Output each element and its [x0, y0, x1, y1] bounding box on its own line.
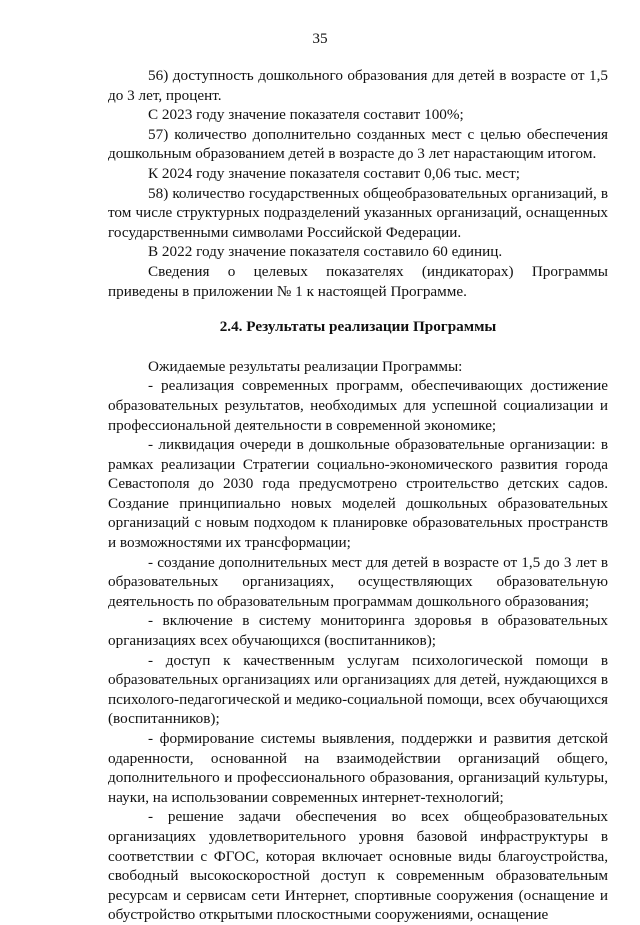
page-number: 35 — [312, 30, 328, 47]
paragraph-results-intro: Ожидаемые результаты реализации Программы: — [148, 357, 463, 375]
paragraph-indicator-56-value: С 2023 году значение показателя составит 100%; — [148, 106, 464, 124]
list-item-infrastructure: - решение задачи обеспечения во всех общеобразовательных организациях удовлетворительного уровня базовой инфраструктуры в соответствии с ФГОС, которая включает основные виды благоустройства, свободный высокоскоростной доступ к современным образовательным ресурсам и сервисам сети Интернет, спортивные сооружения (оснащение и обустройство открытыми плоскостными сооружениями, оснащение — [108, 808, 608, 924]
list-item-giftedness-system: - формирование системы выявления, поддержки и развития детской одаренности, основанной на взаимодействии организаций общего, дополнительного и профессионального образования, организаций культуры, науки, на использовании современных интернет-технологий; — [108, 730, 608, 806]
paragraph-appendix-reference: Сведения о целевых показателях (индикаторах) Программы приведены в приложении № 1 к настоящей Программе. — [108, 262, 608, 300]
list-item-modern-programs: - реализация современных программ, обеспечивающих достижение образовательных результатов, необходимых для успешной социализации и профессиональной деятельности в современной экономике; — [108, 377, 608, 434]
list-item-psychological-help: - доступ к качественным услугам психологической помощи в образовательных организациях или организациях для детей, нуждающихся в психолого-педагогической и медико-социальной помощи, всех обучающихся (воспитанников); — [108, 651, 608, 728]
paragraph-indicator-57: 57) количество дополнительно созданных мест с целью обеспечения дошкольным образованием детей в возрасте до 3 лет нарастающим итогом. — [108, 125, 608, 163]
list-item-additional-places: - создание дополнительных мест для детей в возрасте от 1,5 до 3 лет в образовательных организациях, осуществляющих образовательную деятельность по образовательным программам дошкольного образования; — [108, 553, 608, 610]
paragraph-indicator-58: 58) количество государственных общеобразовательных организаций, в том числе структурных подразделений указанных организаций, оснащенных государственными символами Российской Федерации. — [108, 184, 608, 241]
list-item-health-monitoring: - включение в систему мониторинга здоровья в образовательных организациях всех обучающихся (воспитанников); — [108, 612, 608, 650]
paragraph-indicator-56: 56) доступность дошкольного образования для детей в возрасте от 1,5 до 3 лет, процент. — [108, 67, 608, 104]
document-body — [108, 66, 608, 925]
list-item-queue-elimination: - ликвидация очереди в дошкольные образовательные организации: в рамках реализации Стратегии социально-экономического развития города Севастополя до 2030 года предусмотрено строительство детских садов. Создание принципиально новых моделей дошкольных образовательных организаций с новым подходом к планировке образовательных пространств и возможностями их трансформации; — [108, 436, 608, 552]
paragraph-indicator-57-value: К 2024 году значение показателя составит 0,06 тыс. мест; — [148, 164, 520, 182]
paragraph-indicator-58-value: В 2022 году значение показателя составило 60 единиц. — [148, 243, 503, 261]
section-heading: 2.4. Результаты реализации Программы — [219, 318, 497, 336]
